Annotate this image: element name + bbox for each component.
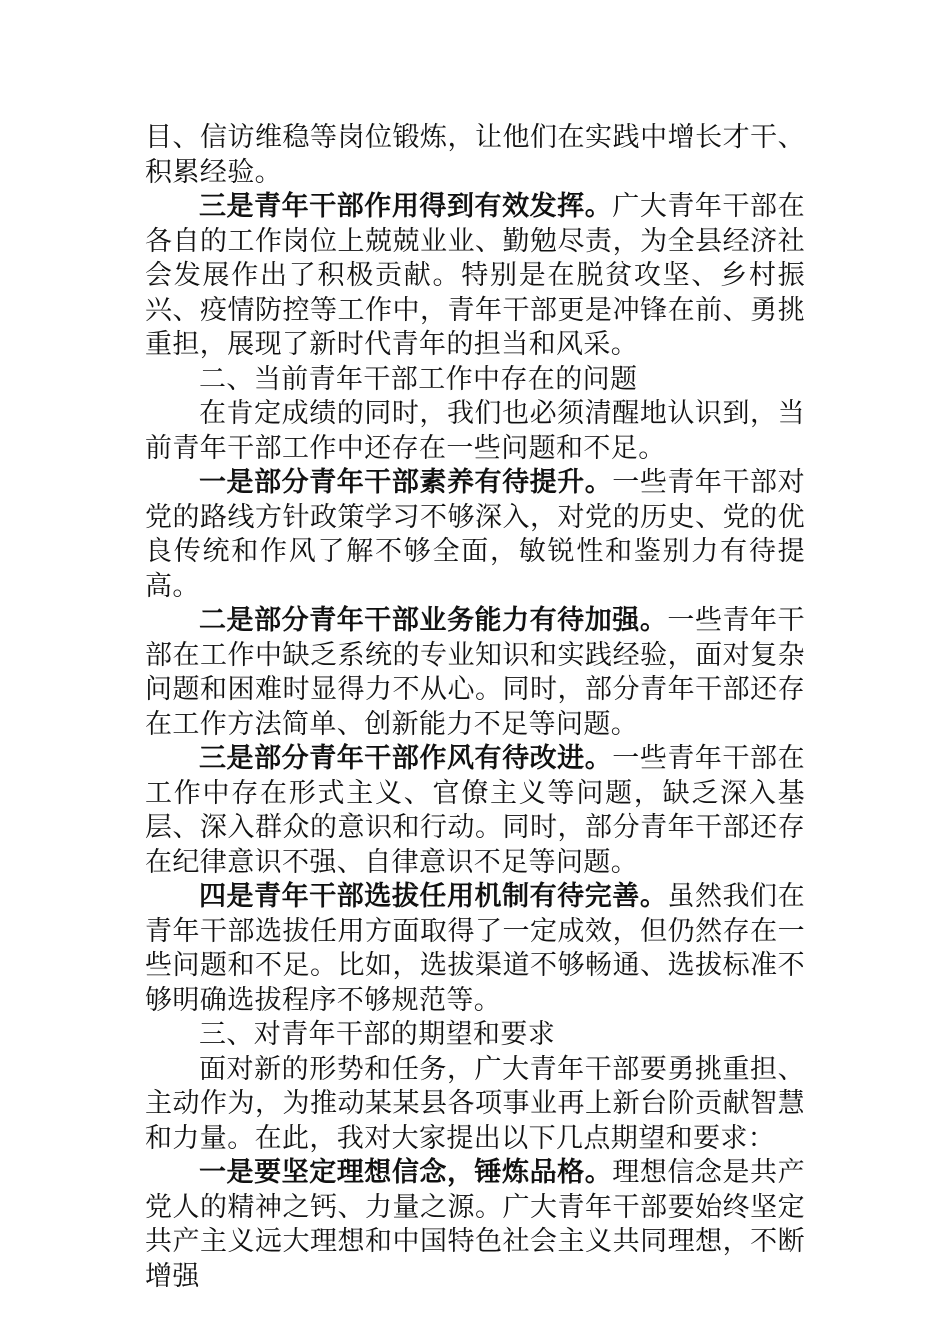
paragraph-lead: 四是青年干部选拔任用机制有待完善。 bbox=[199, 881, 668, 912]
section-heading-problems bbox=[145, 363, 805, 398]
paragraph-problem-one bbox=[145, 466, 805, 604]
paragraph-lead: 三是青年干部作用得到有效发挥。 bbox=[199, 191, 613, 222]
document-page bbox=[145, 121, 805, 1294]
paragraph-expectations-intro bbox=[145, 1053, 805, 1157]
paragraph-problem-three bbox=[145, 742, 805, 880]
paragraph-text: 一些青年干部对党的路线方针政策学习不够深入，对党的历史、党的优良传统和作风了解不够全面，敏锐性和鉴别力有待提高。 bbox=[145, 467, 805, 602]
paragraph-continuation bbox=[145, 121, 805, 190]
paragraph-text: 一些青年干部在工作中存在形式主义、官僚主义等问题，缺乏深入基层、深入群众的意识和行动。同时，部分青年干部还存在纪律意识不强、自律意识不足等问题。 bbox=[145, 743, 805, 878]
heading-text: 二、当前青年干部工作中存在的问题 bbox=[199, 363, 638, 395]
paragraph-text: 一些青年干部在工作中缺乏系统的专业知识和实践经验，面对复杂问题和困难时显得力不从心。同时，部分青年干部还存在工作方法简单、创新能力不足等问题。 bbox=[145, 605, 805, 740]
paragraph-lead: 一是部分青年干部素养有待提升。 bbox=[199, 467, 613, 498]
paragraph-problem-two bbox=[145, 604, 805, 742]
paragraph-youth-role bbox=[145, 190, 805, 363]
paragraph-lead: 三是部分青年干部作风有待改进。 bbox=[199, 743, 613, 774]
paragraph-problems-intro bbox=[145, 397, 805, 466]
paragraph-problem-four bbox=[145, 880, 805, 1018]
section-heading-expectations bbox=[145, 1018, 805, 1053]
paragraph-text: 在肯定成绩的同时，我们也必须清醒地认识到，当前青年干部工作中还存在一些问题和不足。 bbox=[145, 398, 805, 464]
paragraph-lead: 一是要坚定理想信念，锤炼品格。 bbox=[199, 1157, 613, 1188]
paragraph-text: 虽然我们在青年干部选拔任用方面取得了一定成效，但仍然存在一些问题和不足。比如，选拔渠道不够畅通、选拔标准不够明确选拔程序不够规范等。 bbox=[145, 881, 805, 1016]
paragraph-text: 面对新的形势和任务，广大青年干部要勇挑重担、主动作为，为推动某某县各项事业再上新台阶贡献智慧和力量。在此，我对大家提出以下几点期望和要求： bbox=[145, 1053, 805, 1154]
paragraph-lead: 二是部分青年干部业务能力有待加强。 bbox=[199, 605, 668, 636]
paragraph-text: 理想信念是共产党人的精神之钙、力量之源。广大青年干部要始终坚定共产主义远大理想和中国特色社会主义共同理想，不断增强 bbox=[145, 1157, 805, 1292]
heading-text: 三、对青年干部的期望和要求 bbox=[199, 1019, 556, 1050]
paragraph-text: 目、信访维稳等岗位锻炼，让他们在实践中增长才干、积累经验。 bbox=[145, 122, 805, 188]
paragraph-text: 广大青年干部在各自的工作岗位上兢兢业业、勤勉尽责，为全县经济社会发展作出了积极贡献。特别是在脱贫攻坚、乡村振兴、疫情防控等工作中，青年干部更是冲锋在前、勇挑重担，展现了新时代青年的担当和风采。 bbox=[145, 191, 805, 360]
paragraph-expectation-one bbox=[145, 1156, 805, 1294]
